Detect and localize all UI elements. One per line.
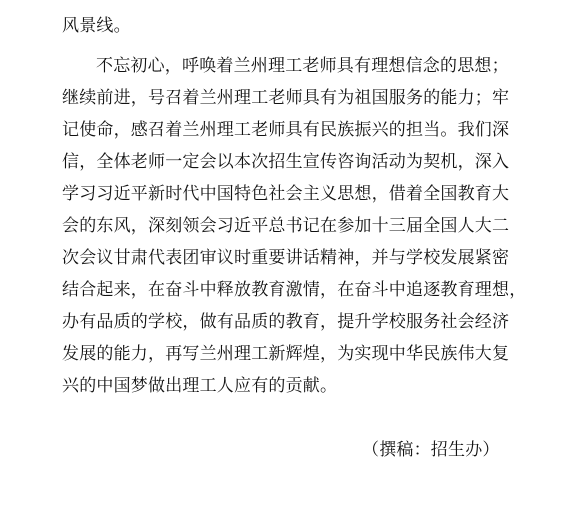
text-line: 风景线。 <box>62 16 131 36</box>
text-line: 会的东风，深刻领会习近平总书记在参加十三届全国人大二 <box>62 216 510 236</box>
text-line: 办有品质的学校，做有品质的教育，提升学校服务社会经济 <box>62 312 510 332</box>
author-signature: （撰稿：招生办） <box>362 440 500 460</box>
text-line: 结合起来，在奋斗中释放教育激情，在奋斗中追逐教育理想， <box>62 280 527 300</box>
text-line: 学习习近平新时代中国特色社会主义思想，借着全国教育大 <box>62 184 510 204</box>
text-line: 兴的中国梦做出理工人应有的贡献。 <box>62 376 338 396</box>
paragraph-first-line: 不忘初心，呼唤着兰州理工老师具有理想信念的思想； <box>96 56 509 76</box>
text-line: 次会议甘肃代表团审议时重要讲话精神，并与学校发展紧密 <box>62 248 510 268</box>
text-line: 发展的能力，再写兰州理工新辉煌，为实现中华民族伟大复 <box>62 344 510 364</box>
text-line: 记使命，感召着兰州理工老师具有民族振兴的担当。我们深 <box>62 120 510 140</box>
text-line: 继续前进，号召着兰州理工老师具有为祖国服务的能力；牢 <box>62 88 510 108</box>
text-line: 信，全体老师一定会以本次招生宣传咨询活动为契机，深入 <box>62 152 510 172</box>
